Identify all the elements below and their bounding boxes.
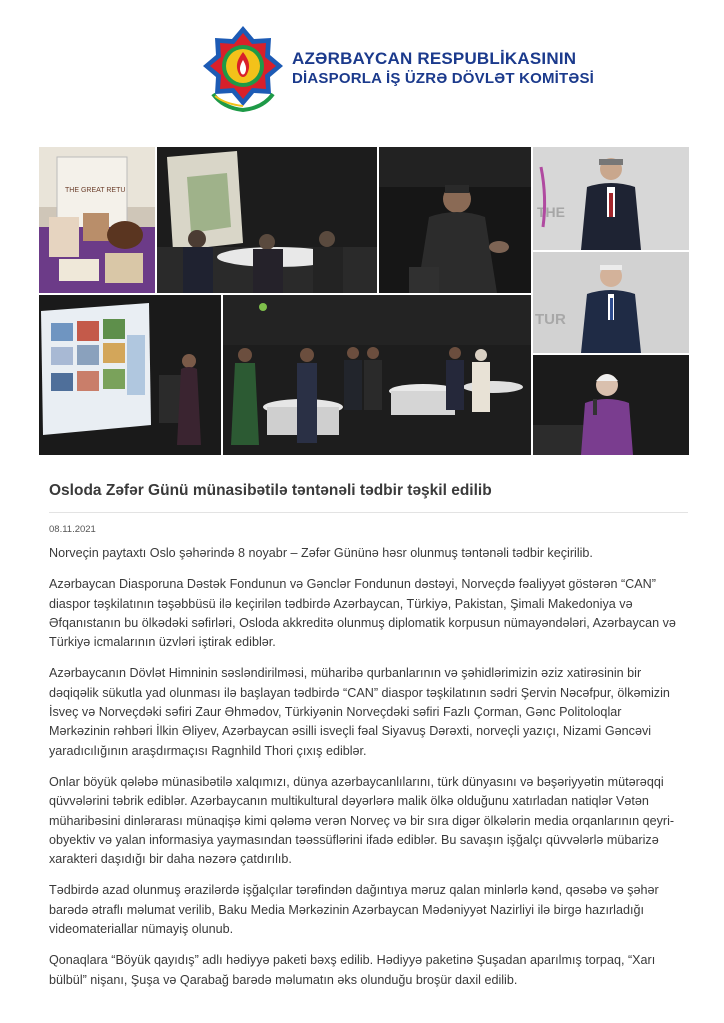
- org-name-line1: AZƏRBAYCAN RESPUBLİKASININ: [292, 49, 577, 68]
- organization-name: [292, 48, 594, 89]
- article-paragraph: Azərbaycanın Dövlət Himninin səsləndirilməsi, müharibə qurbanlarının və şəhidlərimizin əziz xatirəsinin bir dəqiqəlik sükutla yad olunması ilə başlayan tədbirdə “CAN” diaspor təşkilatının sədri Şervin Nəcəfpur, ölkəmizin İsveç və Norveçdəki səfiri Zaur Əhmədov, Türkiyənin Norveçdəki səfiri Fazlı Çorman, Gənc Politoloqlar Mərkəzinin rəhbəri İlkin Əliyev, Azərbaycan əsilli isveçli fəal Siyavuş Dərəxti, norveçli yazıçı, Nizami Gəncəvi yaradıcılığının araşdırmaçısı Ragnhild Thori çıxış ediblər.: [49, 666, 670, 758]
- banner-text: TUR: [535, 311, 566, 328]
- reception-guests-photo: [223, 295, 531, 455]
- woman-speaker-photo: [533, 355, 689, 455]
- speaker-photo: [379, 147, 531, 293]
- gift-bag-text: THE GREAT RETU: [65, 187, 126, 194]
- article-body: [49, 544, 681, 1002]
- article-title: Osloda Zəfər Günü münasibətilə təntənəli tədbir təşkil edilib: [49, 482, 492, 499]
- article-paragraph: Norveçin paytaxtı Oslo şəhərində 8 noyabr – Zəfər Gününə həsr olunmuş təntənəli tədbir keçirilib.: [49, 546, 593, 560]
- event-photo-collage: [39, 147, 689, 455]
- site-header: [0, 0, 724, 140]
- org-name-line2: DİASPORLA İŞ ÜZRƏ DÖVLƏT KOMİTƏSİ: [292, 70, 595, 87]
- speaker-banner-photo-1: [533, 147, 689, 250]
- publish-date: 08.11.2021: [49, 524, 96, 535]
- article-paragraph: Tədbirdə azad olunmuş ərazilərdə işğalçılar tərəfindən dağıntıya məruz qalan minlərlə kənd, qəsəbə və şəhər barədə ətraflı məlumat verilib, Baku Media Mərkəzinin Azərbaycan Mədəniyyət Nazirliyi ilə birgə hazırladığı videomateriallar nümayiş olunub.: [49, 883, 659, 937]
- article-paragraph: Onlar böyük qələbə münasibətilə xalqımızı, dünya azərbaycanlılarını, türk dünyasını və bəşəriyyətin mütərəqqi qüvvələrini təbrik ediblər. Azərbaycanın multikultural dəyərlərə malik ölkə olduğunu xatırladan natiqlər Vətən müharibəsini dinlərarası münaqişə kimi qələmə verən Norveç və bir sıra digər ölkələrin media orqanlarının qeyri-obyektiv və yalan informasiya yaymasından təəssüflərini ifadə ediblər. Bu savaşın işğalçı qüvvələrlə mübarizə xarakteri daşıdığı bir daha nəzərə çatdırılıb.: [49, 774, 675, 867]
- title-divider: [49, 512, 688, 513]
- banner-text: THE: [537, 204, 565, 220]
- article-paragraph: Qonaqlara “Böyük qayıdış” adlı hədiyyə paketi bəxş edilib. Hədiyyə paketinə Şuşadan aparılmış torpaq, “Xarı bülbül” nişanı, Şuşa və Qarabağ barədə məlumatın əks olunduğu broşür daxil edilib.: [49, 953, 656, 987]
- presentation-photo: [39, 295, 221, 455]
- speaker-banner-photo-2: [533, 252, 689, 353]
- gift-package-photo: [39, 147, 155, 293]
- article-paragraph: Azərbaycan Diasporuna Dəstək Fondunun və Gənclər Fondunun dəstəyi, Norveçdə fəaliyyət göstərən “CAN” diaspor təşkilatının təşəbbüsü ilə keçirilən tədbirdə Azərbaycan, Türkiyə, Pakistan, Şimali Makedoniya və Əfqanıstanın bu ölkədəki səfirləri, Osloda akkreditə olunmuş diplomatik korpusun nümayəndələri, Azərbaycan və Türkiyə icmalarının üzvləri iştirak ediblər.: [49, 577, 676, 650]
- hall-screen-photo: [157, 147, 377, 293]
- state-emblem-logo[interactable]: [203, 24, 283, 112]
